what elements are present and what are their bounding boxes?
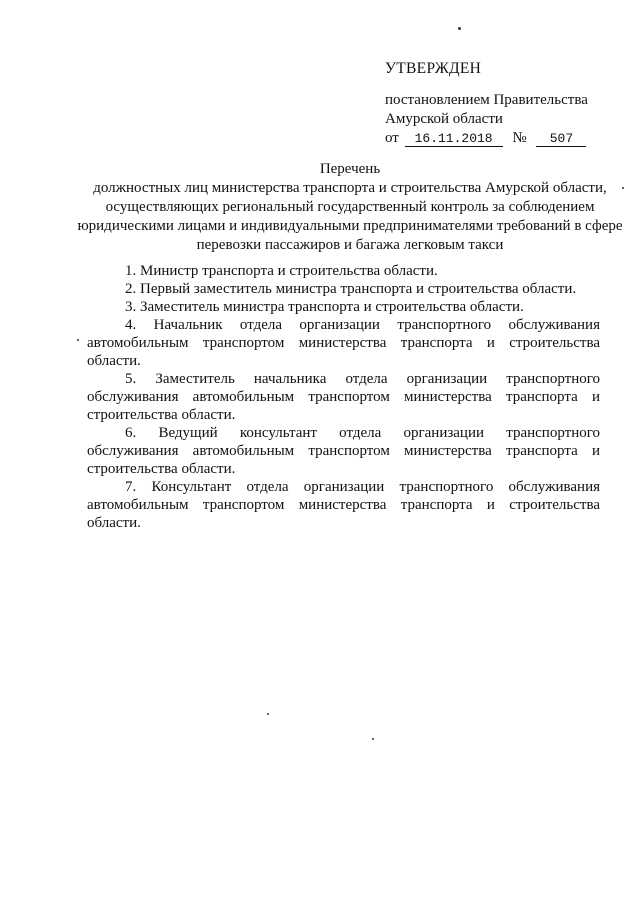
list-item: 4. Начальник отдела организации транспортного обслуживания автомобильным транспортом министерства транспорта и строительства области. (87, 317, 600, 369)
approved-title: УТВЕРЖДЕН (385, 60, 482, 77)
document-heading (70, 160, 630, 255)
approval-date-row (385, 129, 588, 148)
scan-speck (267, 713, 269, 715)
document-title: Перечень (319, 161, 381, 177)
list-item: 1. Министр транспорта и строительства области. (125, 263, 438, 279)
list-item: 2. Первый заместитель министра транспорта и строительства области. (125, 281, 577, 297)
document-subtitle: должностных лиц министерства транспорта и строительства Амурской области, осуществляющих региональный государственный контроль за соблюдением юридическими лицами и индивидуальными предпринимателями требований в сфере перевозки пассажиров и багажа легковым такси (77, 180, 623, 253)
scan-speck (458, 27, 461, 30)
approval-block (385, 59, 588, 148)
list-item: 6. Ведущий консультант отдела организации транспортного обслуживания автомобильным транспортом министерства транспорта и строительства области. (87, 425, 600, 477)
approval-line-2: Амурской области (385, 111, 503, 127)
number-sign: № (512, 130, 527, 146)
scan-speck (622, 187, 624, 189)
scan-speck (372, 738, 374, 740)
list-item: 3. Заместитель министра транспорта и строительства области. (125, 299, 524, 315)
scan-speck (77, 339, 79, 341)
approval-number: 507 (536, 131, 586, 147)
approval-date: 16.11.2018 (405, 131, 503, 147)
date-prefix: от (385, 130, 399, 146)
list-item: 7. Консультант отдела организации транспортного обслуживания автомобильным транспортом министерства транспорта и строительства области. (87, 479, 600, 531)
list-item: 5. Заместитель начальника отдела организации транспортного обслуживания автомобильным транспортом министерства транспорта и строительства области. (87, 371, 600, 423)
approval-line-1: постановлением Правительства (385, 92, 588, 108)
positions-list (87, 262, 600, 532)
